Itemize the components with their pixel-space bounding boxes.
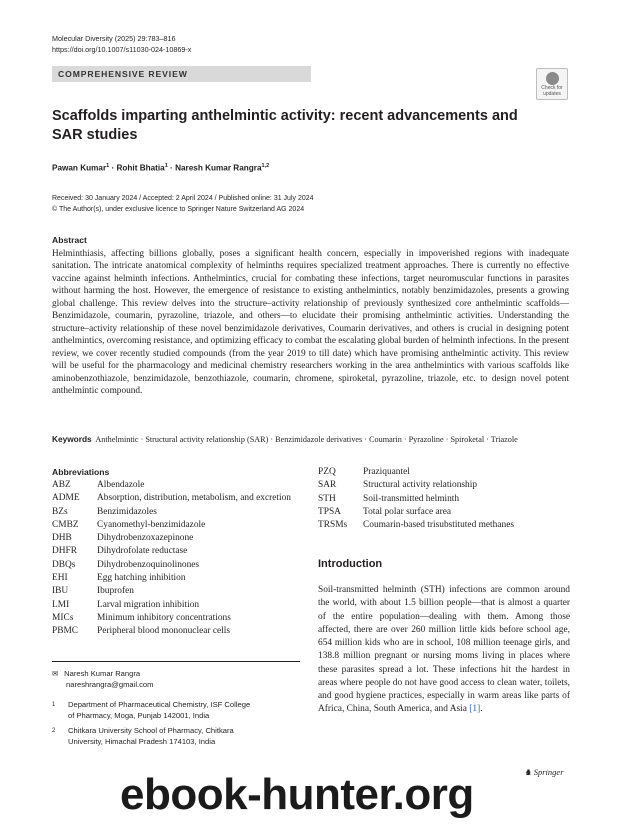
introduction-body: Soil-transmitted helminth (STH) infections are common around the world, with about 1.5 billion people—that is almost a quarter of the entire population—dealing with them. Among those affected, there are over 260 million little kids before school age, 654 million kids who are in school, 108 million teenage girls, and 138.8 million pregnant or nursing moms living in places where these parasites spread a lot. These infections hit the hardest in areas where people do not have good access to clean water, toilets, and good hygiene practices, especially in warm areas like parts of Africa, China, South America, and Asia xyxy=(318,585,570,715)
abbreviations-heading: Abbreviations xyxy=(52,467,110,477)
abbr-value: Minimum inhibitory concentrations xyxy=(97,612,231,623)
author-name[interactable]: Rohit Bhatia xyxy=(116,163,165,173)
affiliation-number: 2 xyxy=(52,728,56,734)
badge-line-1: Check for xyxy=(541,85,563,91)
abbreviations-list-left xyxy=(52,479,292,639)
abbreviations-list-right xyxy=(318,466,568,532)
abbr-row xyxy=(52,612,292,625)
abbr-key: CMBZ xyxy=(52,519,79,530)
abbr-value: Structural activity relationship xyxy=(363,480,478,491)
affiliation-2 xyxy=(52,726,234,747)
abbr-key: IBU xyxy=(52,586,69,597)
abbr-value: Cyanomethyl-benzimidazole xyxy=(97,519,206,530)
doi-link[interactable]: https://doi.org/10.1007/s11030-024-10869-x xyxy=(52,45,192,54)
abbr-value: Egg hatching inhibition xyxy=(97,573,186,584)
abbr-key: MICs xyxy=(52,612,74,623)
abbr-key: PZQ xyxy=(318,467,336,477)
abbr-row xyxy=(318,506,568,519)
abbr-row xyxy=(318,466,568,479)
author-name[interactable]: Naresh Kumar Rangra xyxy=(175,163,262,173)
abbr-value: Dihydrobenzoxazepinone xyxy=(97,533,194,544)
abbr-value: Coumarin-based trisubstituted methanes xyxy=(363,520,515,531)
abbr-row xyxy=(52,585,292,598)
article-type-label: COMPREHENSIVE REVIEW xyxy=(58,69,188,79)
author-list xyxy=(52,163,269,173)
abbr-key: PBMC xyxy=(52,626,79,637)
affiliation-line: Department of Pharmaceutical Chemistry, ISF College xyxy=(68,700,251,709)
abbr-key: DHB xyxy=(52,533,72,544)
abbr-key: EHI xyxy=(52,573,68,584)
article-title: Scaffolds imparting anthelmintic activity: recent advancements and SAR studies xyxy=(52,108,518,143)
abbr-value: Benzimidazoles xyxy=(97,506,157,517)
bookmark-icon xyxy=(546,72,559,85)
abbr-value: Dihydrofolate reductase xyxy=(97,546,188,557)
affiliation-1 xyxy=(52,700,250,721)
abbr-row xyxy=(318,493,568,506)
abbr-key: DBQs xyxy=(52,559,76,570)
badge-line-2: updates xyxy=(543,90,561,97)
abstract-heading: Abstract xyxy=(52,235,87,245)
abbr-row xyxy=(52,545,292,558)
abbr-value: Praziquantel xyxy=(363,467,410,477)
journal-header xyxy=(52,33,191,55)
abbr-value: Peripheral blood mononuclear cells xyxy=(97,626,231,637)
abbr-value: Soil-transmitted helminth xyxy=(363,493,460,504)
abbr-value: Absorption, distribution, metabolism, and excretion xyxy=(97,493,291,504)
journal-citation: Molecular Diversity (2025) 29:783–816 xyxy=(52,34,176,43)
publisher-name: Springer xyxy=(533,767,564,777)
abbr-value: Ibuprofen xyxy=(97,586,134,597)
abbr-key: ABZ xyxy=(52,480,71,490)
author-affil-sup: 1 xyxy=(106,163,110,169)
publisher-logo xyxy=(524,767,564,778)
abbr-key: STH xyxy=(318,493,336,504)
author-separator: · xyxy=(167,163,176,173)
abbr-key: DHFR xyxy=(52,546,78,557)
affiliation-line: Chitkara University School of Pharmacy, Chitkara xyxy=(68,726,234,735)
springer-horse-icon: ♞ xyxy=(524,767,532,777)
abbr-value: Dihydrobenzoquinolinones xyxy=(97,559,200,570)
abbr-key: ADME xyxy=(52,493,80,504)
abbr-row xyxy=(52,625,292,638)
abbr-key: TPSA xyxy=(318,506,341,517)
abbr-key: LMI xyxy=(52,599,70,610)
envelope-icon: ✉ xyxy=(52,669,59,678)
introduction-heading: Introduction xyxy=(318,558,383,570)
abbr-value: Larval migration inhibition xyxy=(97,599,200,610)
abbr-row xyxy=(52,479,292,492)
abbr-row xyxy=(52,492,292,505)
abbr-value: Albendazole xyxy=(97,480,145,490)
keywords-label: Keywords xyxy=(52,434,92,444)
footnote-divider xyxy=(52,661,300,662)
affiliation-line: of Pharmacy, Moga, Punjab 142001, India xyxy=(68,710,210,720)
correspondence-email[interactable]: nareshrangra@gmail.com xyxy=(66,679,154,689)
abbr-row xyxy=(52,559,292,572)
author-affil-sup: 1,2 xyxy=(261,163,270,169)
abbr-row xyxy=(52,506,292,519)
author-separator: · xyxy=(109,163,117,173)
abbr-key: TRSMs xyxy=(318,520,348,531)
keywords-text: Anthelmintic · Structural activity relationship (SAR) · Benzimidazole derivatives · Coumarin · Pyrazoline · Spiroketal · Triazole xyxy=(95,435,518,444)
abbr-value: Total polar surface area xyxy=(363,506,452,517)
introduction-text xyxy=(318,584,570,717)
sentence-end: . xyxy=(480,704,483,715)
abbr-row xyxy=(52,519,292,532)
abbr-row xyxy=(52,599,292,612)
abbr-row xyxy=(52,532,292,545)
dates-line: Received: 30 January 2024 / Accepted: 2 April 2024 / Published online: 31 July 2024 xyxy=(52,195,314,202)
watermark-text: ebook-hunter.org xyxy=(120,770,474,819)
author-affil-sup: 1 xyxy=(164,163,168,169)
abbr-key: BZs xyxy=(52,506,68,517)
abbr-row xyxy=(52,572,292,585)
abbr-row xyxy=(318,479,568,492)
affiliation-line: University, Himachal Pradesh 174103, India xyxy=(68,736,216,746)
copyright-line: © The Author(s), under exclusive licence to Springer Nature Switzerland AG 2024 xyxy=(52,205,305,213)
abbr-row xyxy=(318,519,568,532)
abbr-key: SAR xyxy=(318,480,337,491)
correspondence-name: Naresh Kumar Rangra xyxy=(64,669,141,678)
abstract-text: Helminthiasis, affecting billions globally, poses a significant health concern, especially in impoverished regions with inadequate sanitation. The intricate anatomical complexity of helminths requires specialized treatment approaches. There is currently no effective vaccine against helminth infections. Anthelmintics, crucial for combating these infections, target neuromuscular functions in parasites without harming the host. However, the emergence of resistance to existing anthelmintics, notably benzimidazoles, presents a growing global challenge. This review delves into the structure–activity relationship of previously synthesized core anthelmintic scaffolds—Benzimidazole, coumarin, pyrazoline, triazole, and others—to elucidate their promising anthelmintic activities. Understanding the structure–activity relationship of these novel benzimidazole derivatives, Coumarin derivatives, and others is crucial in designing potent anthelmintics, overcoming resistance, and optimizing efficacy to combat the escalating global burden of helminth infections. In the present review, we cover recently studied compounds (from the year 2019 to till date) which have promising anthelmintic activity. This review will be useful for the pharmacology and medicinal chemistry researchers working in the area anthelmintics with various scaffolds like aminobenzothiazole, benzimidazole, benzothiazole, coumarin, chromene, spiroketal, pyrazoline, triazole, etc. to design novel potent anthelmintic compound. xyxy=(52,249,569,396)
author-name[interactable]: Pawan Kumar xyxy=(52,163,107,173)
affiliation-number: 1 xyxy=(52,702,56,708)
article-type-band xyxy=(52,66,311,82)
keywords xyxy=(52,433,569,446)
correspondence xyxy=(52,669,153,690)
check-for-updates-badge[interactable] xyxy=(536,68,568,100)
publication-dates xyxy=(52,194,314,215)
citation-link[interactable]: [1] xyxy=(469,704,481,715)
